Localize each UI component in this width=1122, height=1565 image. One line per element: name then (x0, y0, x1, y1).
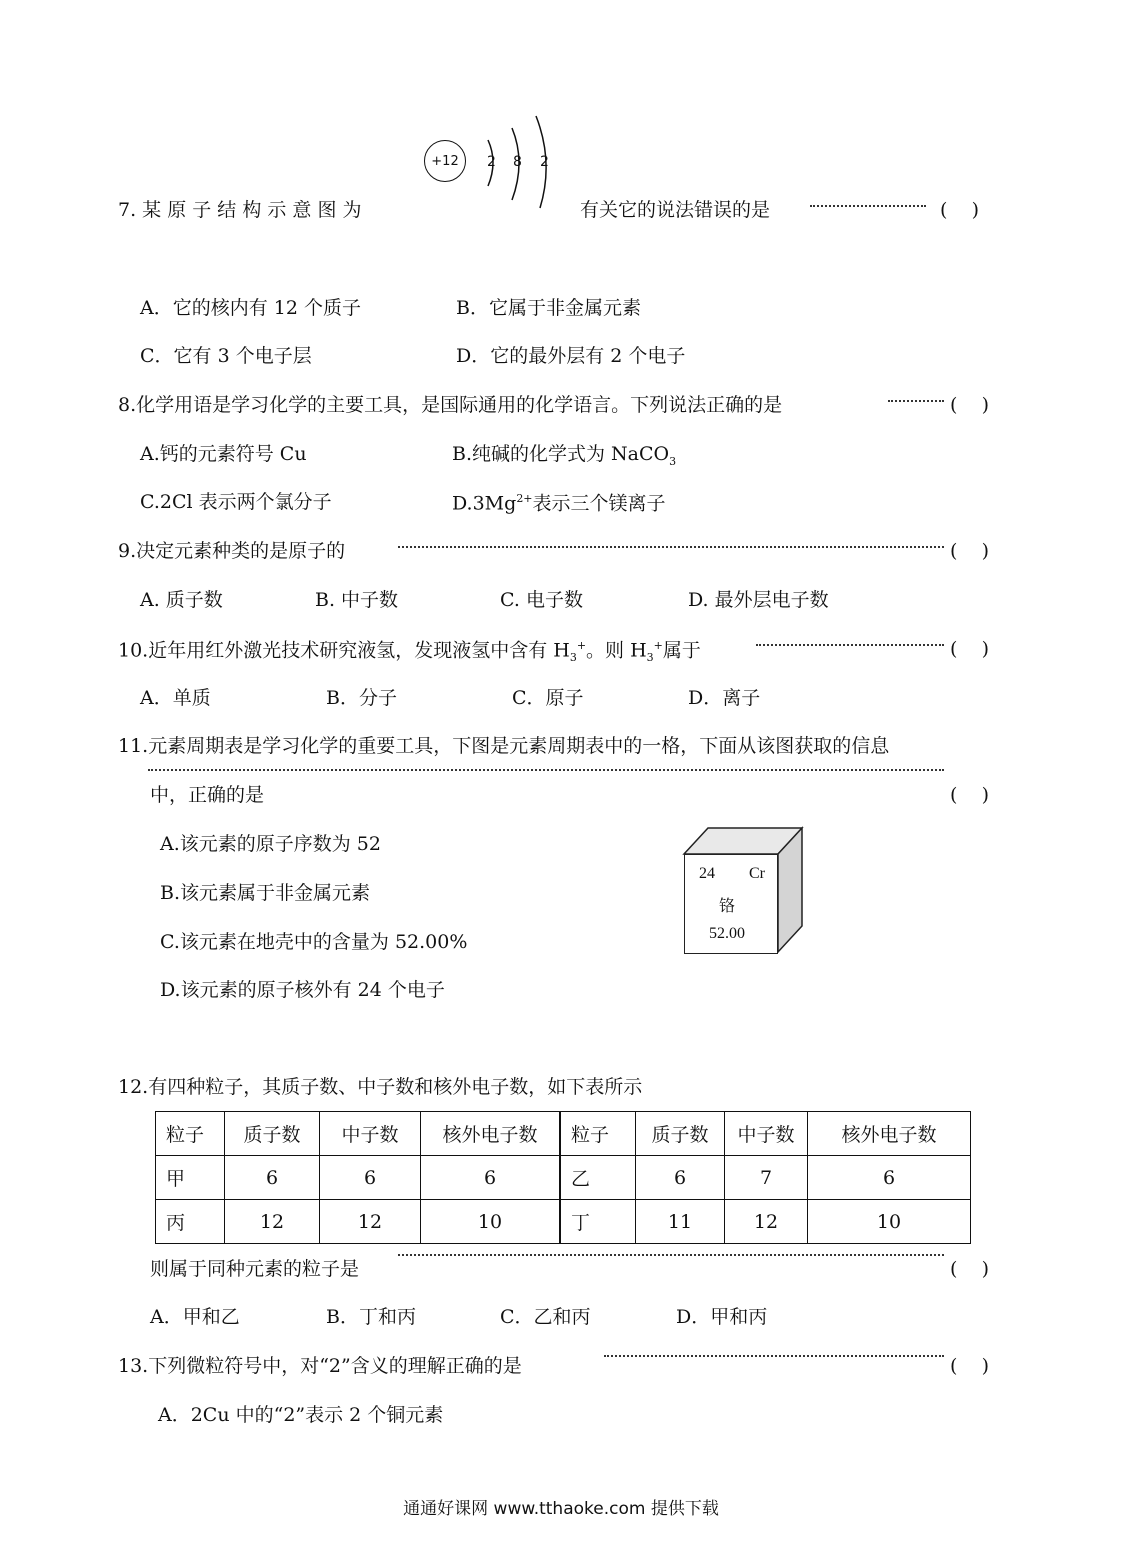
table-row (156, 1156, 971, 1200)
leader-dots (604, 1355, 944, 1357)
q13-stem: 13.下列微粒符号中，对“2”含义的理解正确的是 (118, 1355, 522, 1377)
table-header-cell: 核外电子数 (421, 1112, 561, 1156)
table-cell: 10 (808, 1200, 971, 1244)
q7-option-d: D．它的最外层有 2 个电子 (456, 345, 686, 367)
q8-option-c: C.2Cl 表示两个氯分子 (140, 491, 332, 513)
q11-stem-line1: 11.元素周期表是学习化学的重要工具，下图是元素周期表中的一格，下面从该图获取的信息 (118, 735, 890, 757)
atomic-mass: 52.00 (709, 925, 745, 942)
particle-table (155, 1111, 971, 1244)
table-header-cell: 粒子 (156, 1112, 225, 1156)
q9-option-c: C. 电子数 (500, 589, 583, 611)
q13-option-a: A．2Cu 中的“2”表示 2 个铜元素 (158, 1404, 444, 1426)
periodic-table-cell (682, 826, 806, 956)
q11-option-c: C.该元素在地壳中的含量为 52.00% (160, 931, 468, 953)
answer-bracket: ( ) (950, 540, 989, 562)
q12-option-a: A．甲和乙 (150, 1306, 240, 1328)
q11-stem-line2: 中，正确的是 (150, 784, 265, 806)
cell-front (684, 854, 778, 954)
table-cell: 10 (421, 1200, 561, 1244)
q7-stem-before: 7. 某 原 子 结 构 示 意 图 为 (118, 199, 362, 221)
shell-2-count: 8 (513, 154, 522, 170)
q12-question: 则属于同种元素的粒子是 (150, 1258, 360, 1280)
q9-option-b: B. 中子数 (315, 589, 399, 611)
leader-dots (756, 644, 944, 646)
q7-option-a: A．它的核内有 12 个质子 (140, 297, 361, 319)
atomic-number: 24 (699, 865, 715, 882)
page-footer: 通通好课网 www.tthaoke.com 提供下载 (403, 1499, 719, 1519)
table-cell: 7 (725, 1156, 808, 1200)
q7-option-c: C．它有 3 个电子层 (140, 345, 312, 367)
q10-stem: 10.近年用红外激光技术研究液氢，发现液氢中含有 $H_3^+$。则 $H_3^+$属于 (118, 639, 701, 665)
table-header-cell: 质子数 (636, 1112, 725, 1156)
table-header-cell: 质子数 (225, 1112, 320, 1156)
q10-option-c: C．原子 (512, 687, 584, 709)
atom-nucleus: +12 (424, 140, 466, 182)
answer-bracket: ( ) (950, 1258, 989, 1280)
q8-option-a: A.钙的元素符号 Cu (140, 443, 307, 465)
table-cell: 乙 (560, 1156, 636, 1200)
leader-dots (148, 769, 944, 771)
table-row (156, 1200, 971, 1244)
q7-option-b: B．它属于非金属元素 (456, 297, 641, 319)
q9-option-a: A. 质子数 (140, 589, 223, 611)
answer-bracket: ( ) (950, 784, 989, 806)
table-cell: 12 (320, 1200, 421, 1244)
q10-option-a: A．单质 (140, 687, 211, 709)
table-header-cell: 中子数 (320, 1112, 421, 1156)
q12-option-c: C．乙和丙 (500, 1306, 591, 1328)
leader-dots (398, 546, 944, 548)
q9-stem: 9.决定元素种类的是原子的 (118, 540, 346, 562)
table-cell: 12 (225, 1200, 320, 1244)
q12-stem: 12.有四种粒子，其质子数、中子数和核外电子数，如下表所示 (118, 1076, 643, 1098)
table-cell: 6 (808, 1156, 971, 1200)
table-cell: 6 (225, 1156, 320, 1200)
q8-option-d: $D.3Mg^{2+}$表示三个镁离子 (452, 492, 666, 515)
q11-option-b: B.该元素属于非金属元素 (160, 882, 371, 904)
element-symbol: Cr (749, 865, 765, 882)
q12-option-b: B．丁和丙 (326, 1306, 416, 1328)
table-header-row (156, 1112, 971, 1156)
q10-option-d: D．离子 (688, 687, 761, 709)
shell-3-count: 2 (540, 154, 549, 170)
q11-option-a: A.该元素的原子序数为 52 (160, 833, 381, 855)
leader-dots (810, 205, 926, 207)
answer-bracket: ( ) (950, 1355, 989, 1377)
table-cell: 甲 (156, 1156, 225, 1200)
answer-bracket: ( ) (940, 199, 979, 221)
table-cell: 丁 (560, 1200, 636, 1244)
q9-option-d: D. 最外层电子数 (688, 589, 829, 611)
table-cell: 丙 (156, 1200, 225, 1244)
table-header-cell: 粒子 (560, 1112, 636, 1156)
table-cell: 6 (421, 1156, 561, 1200)
q11-option-d: D.该元素的原子核外有 24 个电子 (160, 979, 445, 1001)
element-name: 铬 (719, 898, 736, 915)
answer-bracket: ( ) (950, 638, 989, 660)
q10-option-b: B．分子 (326, 687, 397, 709)
shell-1-count: 2 (487, 154, 496, 170)
q12-option-d: D．甲和丙 (676, 1306, 768, 1328)
q8-stem: 8.化学用语是学习化学的主要工具，是国际通用的化学语言。下列说法正确的是 (118, 394, 783, 416)
leader-dots (398, 1254, 944, 1256)
answer-bracket: ( ) (950, 394, 989, 416)
q7-stem-after: 有关它的说法错误的是 (580, 199, 771, 221)
table-cell: 11 (636, 1200, 725, 1244)
table-header-cell: 核外电子数 (808, 1112, 971, 1156)
table-cell: 12 (725, 1200, 808, 1244)
table-header-cell: 中子数 (725, 1112, 808, 1156)
leader-dots (888, 400, 944, 402)
table-cell: 6 (636, 1156, 725, 1200)
q8-option-b: B.纯碱的化学式为 NaCO$_3$ (452, 443, 677, 468)
table-cell: 6 (320, 1156, 421, 1200)
